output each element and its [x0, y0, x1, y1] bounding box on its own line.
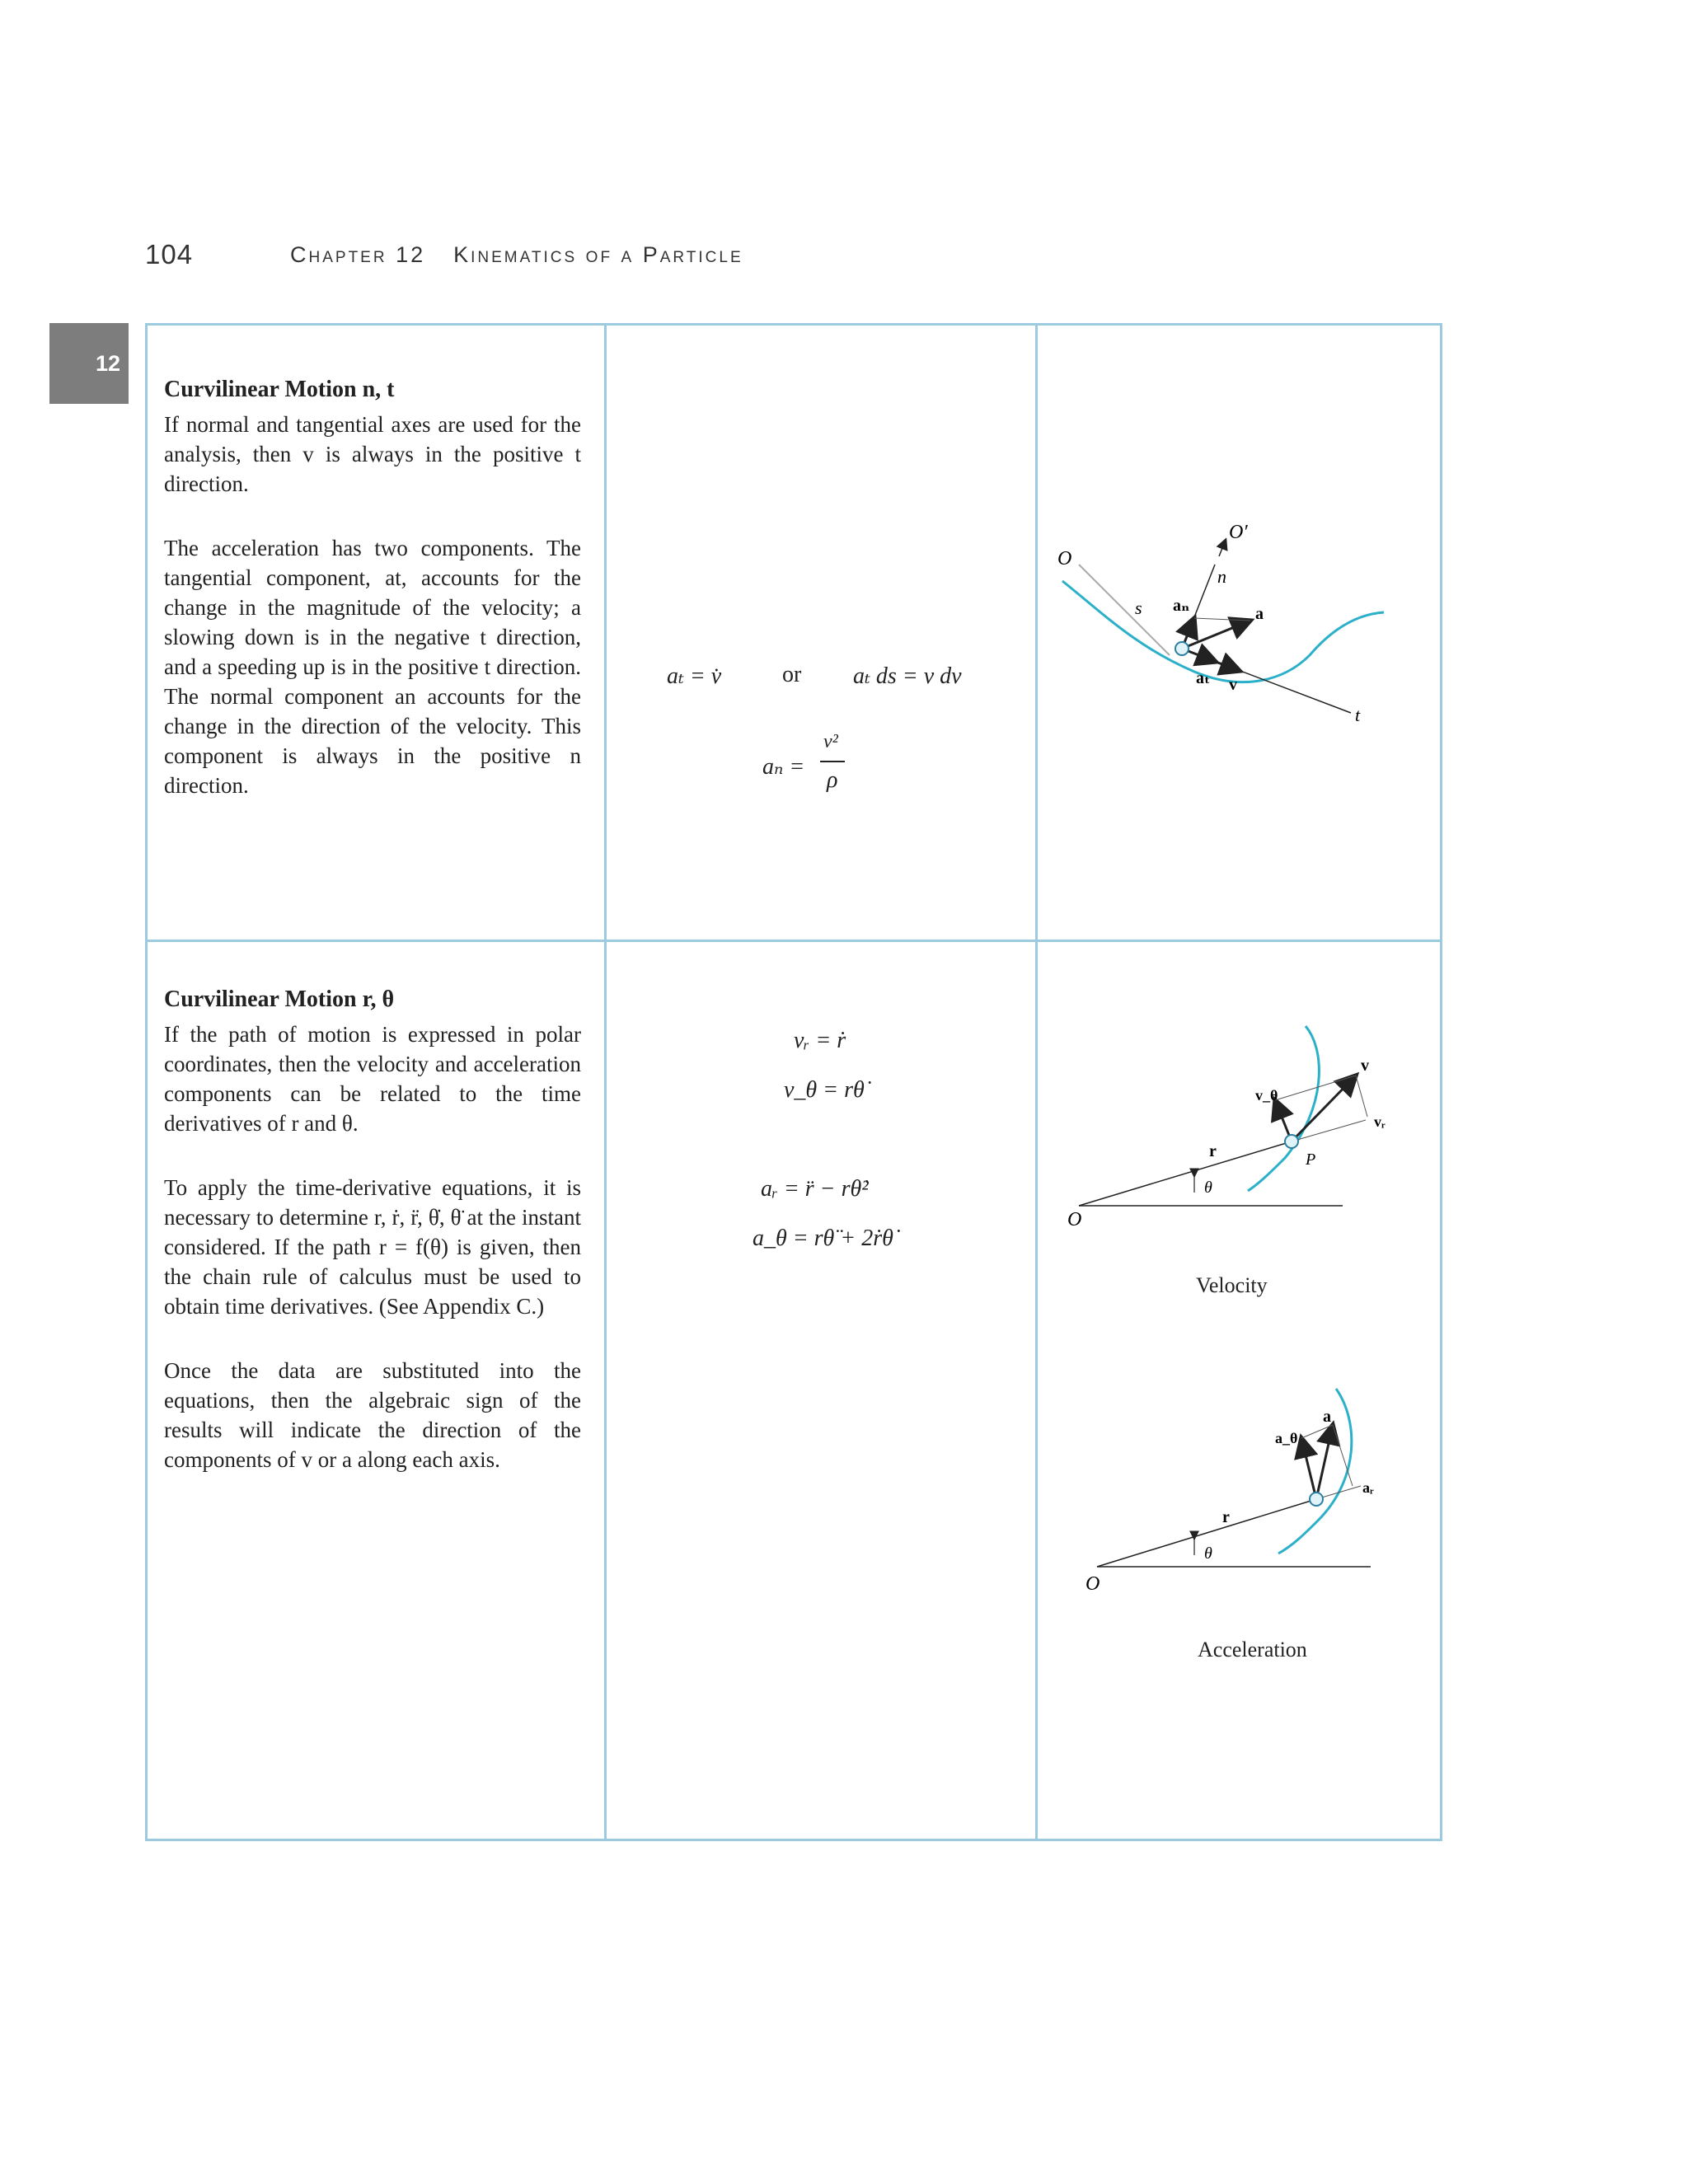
eq-at-ds: aₜ ds = v dv — [853, 663, 962, 689]
vtheta-label: v_θ — [1255, 1087, 1278, 1104]
s-label: s — [1135, 598, 1142, 618]
page-number: 104 — [145, 239, 194, 269]
velocity-figure — [1054, 1018, 1433, 1257]
component-guide — [1301, 1425, 1333, 1438]
component-guide — [1356, 1076, 1367, 1117]
v-vector — [1216, 662, 1240, 671]
row-nt-paragraph-2: The acceleration has two components. The tangential component, at, accounts for the change in the magnitude of the velocity; a slowing down is in the negative t direction, and a speeding up is in the positive t direction. The normal component an accounts for the change in the direction of the velocity. This component is always in the positive n direction. — [164, 536, 581, 798]
component-guide — [1194, 618, 1250, 621]
chapter-title: Kinematics of a Particle — [453, 242, 743, 267]
a-vector — [1316, 1425, 1333, 1499]
eq-at: aₜ = v̇ — [667, 663, 722, 689]
column-divider — [604, 326, 607, 1839]
row-nt-heading: Curvilinear Motion n, t — [164, 377, 395, 402]
row-rtheta-heading: Curvilinear Motion r, θ — [164, 987, 395, 1012]
eq-atheta: a_θ = rθ̈ + 2ṙθ̇ — [753, 1226, 893, 1251]
ar-label: aᵣ — [1362, 1479, 1374, 1496]
center-label: O′ — [1229, 522, 1248, 543]
n-axis-tip — [1219, 540, 1226, 556]
chapter-heading — [290, 242, 743, 268]
atheta-vector — [1301, 1438, 1316, 1499]
vr-label: vᵣ — [1374, 1113, 1386, 1130]
eq-an-lhs: aₙ = — [762, 754, 805, 780]
acceleration-caption: Acceleration — [1198, 1638, 1307, 1661]
row-rtheta-paragraph-3: Once the data are substituted into the equations, then the algebraic sign of the results will indicate the direction of the components of v or a along each axis. — [164, 1358, 581, 1472]
eq-an-fraction-bar — [820, 761, 845, 762]
atheta-label: a_θ — [1275, 1430, 1298, 1446]
eq-vtheta: v_θ = rθ̇ — [784, 1077, 865, 1103]
n-label: n — [1217, 566, 1226, 587]
path-curve — [1278, 1389, 1352, 1554]
theta-label: θ — [1204, 1544, 1212, 1563]
eq-vr: vᵣ = ṙ — [794, 1028, 846, 1053]
nt-axes-figure — [1054, 515, 1433, 729]
r-label: r — [1222, 1508, 1230, 1526]
origin-label: O — [1067, 1209, 1082, 1230]
eq-an-denominator: ρ — [827, 767, 838, 793]
v-label: v — [1229, 676, 1237, 694]
r-label: r — [1209, 1142, 1217, 1160]
column-divider — [1035, 326, 1038, 1839]
chapter-tab — [49, 323, 129, 404]
particle-point — [1285, 1135, 1298, 1148]
an-label: aₙ — [1173, 597, 1190, 615]
row-rtheta-text — [164, 985, 581, 1509]
origin-label: O — [1085, 1573, 1100, 1595]
a-label: a — [1255, 605, 1264, 623]
velocity-caption: Velocity — [1196, 1273, 1268, 1297]
acceleration-figure — [1054, 1380, 1433, 1619]
position-vector-r — [1079, 1141, 1292, 1206]
eq-an-numerator: v² — [823, 731, 838, 752]
t-label: t — [1355, 705, 1361, 725]
origin-label: O — [1057, 548, 1072, 569]
summary-table — [145, 323, 1442, 1841]
a-label: a — [1323, 1408, 1331, 1426]
particle-point — [1310, 1493, 1323, 1506]
row-divider — [148, 940, 1440, 942]
theta-label: θ — [1204, 1179, 1212, 1197]
row-rtheta-paragraph-1: If the path of motion is expressed in polar coordinates, then the velocity and acceleration components can be related to the time derivatives of r and θ. — [164, 1022, 581, 1136]
chapter-tab-label: 12 — [95, 351, 120, 376]
p-label: P — [1306, 1151, 1316, 1169]
row-nt-text — [164, 375, 581, 835]
row-nt-paragraph-1: If normal and tangential axes are used for the analysis, then v is always in the positive t direction. — [164, 412, 581, 496]
row-rtheta-paragraph-2: To apply the time-derivative equations, it is necessary to determine r, ṙ, r̈, θ̇, θ̈ at the instant considered. If the path r = f(θ) is given, then the chain rule of calculus must be used to obtain time derivatives. (See Appendix C.) — [164, 1175, 581, 1319]
particle-point — [1175, 642, 1189, 655]
at-label: aₜ — [1196, 669, 1211, 687]
eq-or: or — [782, 662, 802, 687]
arc-length-guide — [1079, 565, 1170, 655]
v-label: v — [1361, 1057, 1369, 1075]
eq-ar: aᵣ = r̈ − rθ̇² — [761, 1176, 869, 1202]
chapter-label: Chapter 12 — [290, 242, 426, 267]
